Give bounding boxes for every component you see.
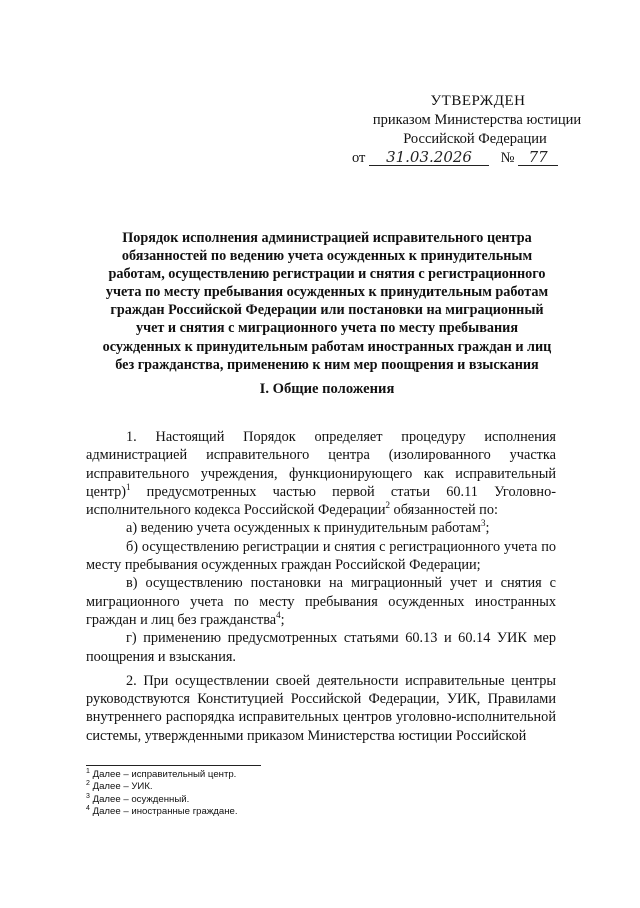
title-line: обязанностей по ведению учета осужденных к принудительным [121, 248, 533, 265]
list-item-b: б) осуществлению регистрации и снятия с регистрационного учета по месту пребывания осужденных граждан Российской Федерации; [86, 538, 556, 574]
number-prefix: № [500, 150, 515, 166]
footnote-ref: 3 [480, 518, 486, 529]
footnote-divider [86, 765, 261, 766]
footnote-item: $^1$ Далее – исправительный центр. [86, 767, 237, 780]
footnote-item: $^3$ Далее – осужденный. [86, 792, 190, 805]
approval-federation-line: Российской Федерации [403, 131, 547, 147]
footnotes [86, 769, 486, 818]
footnote-item: $^2$ Далее – УИК. [86, 780, 153, 793]
list-item-c: в) осуществлению постановки на миграционный учет и снятия с миграционного учета по месту пребывания осужденных иностранных граждан и лиц без гражданства$^4$; [86, 575, 556, 628]
date-prefix: от [352, 150, 366, 166]
list-item-d: г) применению предусмотренных статьями 60.13 и 60.14 УИК мер поощрения и взыскания. [86, 630, 556, 665]
document-body [86, 428, 556, 745]
title-line: работам, осуществлению регистрации и снятия с регистрационного [108, 266, 546, 283]
title-line: осужденных к принудительным работам иностранных граждан и лиц [102, 338, 552, 355]
paragraph-1: 1. Настоящий Порядок определяет процедуру исполнения администрацией исправительного центра (изолированного участка исправительного учреждения, функционирующего как исправительный центр)$^1$ предусмотренных частью первой статьи 60.11 Уголовно-исполнительного кодекса Российской Федерации$^2$ обязанностей по: [86, 429, 556, 519]
approval-heading: УТВЕРЖДЕН [430, 93, 526, 109]
footnote-ref: 4 [276, 610, 281, 621]
approval-stamp [350, 92, 600, 168]
list-item-a: а) ведению учета осужденных к принудительным работам$^3$; [126, 518, 490, 537]
title-line: учета по месту пребывания осужденных к принудительным работам [105, 284, 549, 301]
handwritten-date: 31.03.2026 [369, 149, 489, 166]
document-title [80, 229, 574, 374]
handwritten-number: 77 [518, 149, 558, 166]
title-line: Порядок исполнения администрацией исправительного центра [122, 230, 532, 246]
paragraph-2: 2. При осуществлении своей деятельности исправительные центры руководствуются Конституцией Российской Федерации, УИК, Правилами внутреннего распорядка исправительных центров уголовно-исполнительной системы, утвержденными приказом Министерства юстиции Российской [86, 672, 556, 744]
title-line: граждан Российской Федерации или постановки на миграционный [110, 302, 544, 319]
section-heading: I. Общие положения [259, 381, 395, 397]
footnote-ref: 2 [385, 500, 390, 511]
title-line: без гражданства, применению к ним мер поощрения и взыскания [115, 356, 539, 373]
title-line: учет и снятия с миграционного учета по месту пребывания [135, 320, 519, 337]
footnote-ref: 1 [125, 482, 131, 493]
approval-order-line [350, 149, 600, 168]
footnote-item: $^4$ Далее – иностранные граждане. [86, 804, 238, 817]
approval-ministry-line: приказом Министерства юстиции [372, 112, 582, 128]
